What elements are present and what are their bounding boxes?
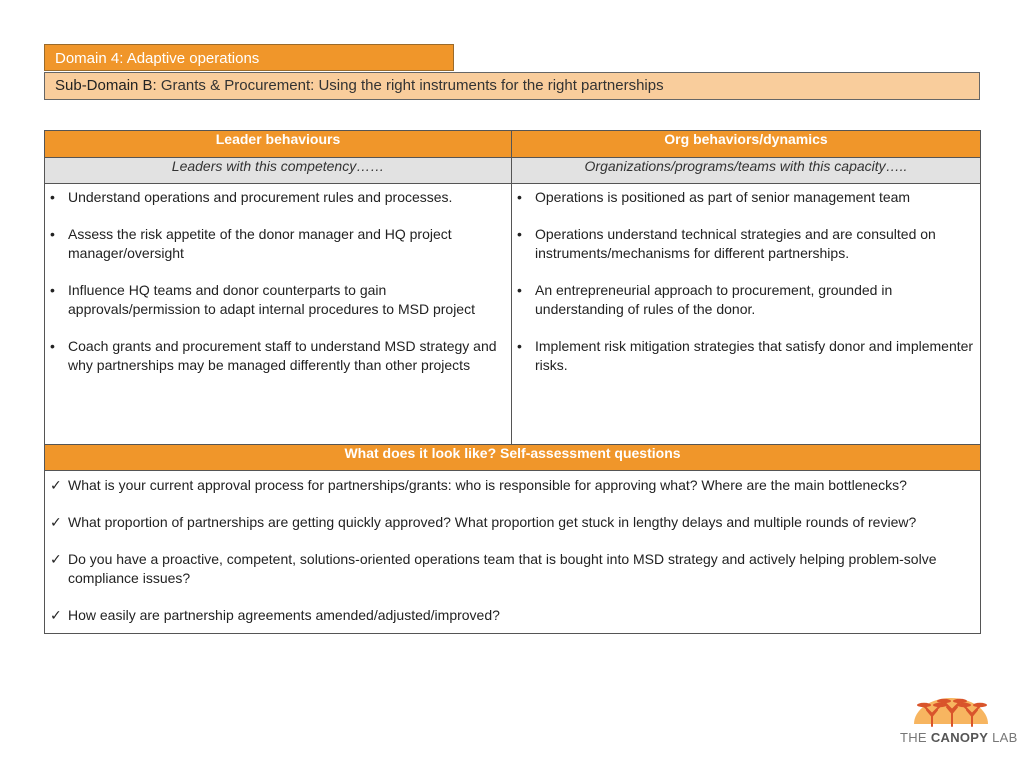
self-assessment-cell xyxy=(45,471,981,634)
question-text: How easily are partnership agreements amended/adjusted/improved? xyxy=(68,607,500,623)
bullet-icon: • xyxy=(517,282,522,298)
domain-title: Domain 4: Adaptive operations xyxy=(44,44,454,71)
leader-behaviours-cell xyxy=(45,184,512,445)
logo-the: THE xyxy=(900,730,931,745)
list-item-text: Coach grants and procurement staff to understand MSD strategy and why partnerships may be managed differently than other projects xyxy=(68,338,497,373)
subdomain-label: Sub-Domain B: xyxy=(55,77,157,94)
subdomain-name: Grants & Procurement: Using the right instruments for the right partnerships xyxy=(156,77,664,94)
list-item xyxy=(516,337,976,375)
competency-table xyxy=(44,130,981,634)
list-item xyxy=(49,337,507,375)
org-behaviors-header: Org behaviors/dynamics xyxy=(512,131,981,158)
question-item xyxy=(49,550,974,588)
list-item-text: Understand operations and procurement rules and processes. xyxy=(68,189,453,205)
question-item xyxy=(49,606,974,625)
checkmark-icon: ✓ xyxy=(50,514,62,530)
self-assessment-list xyxy=(45,471,980,625)
list-item xyxy=(49,188,507,207)
self-assessment-header: What does it look like? Self-assessment questions xyxy=(45,445,981,471)
logo-canopy: CANOPY xyxy=(930,730,989,745)
leader-behaviours-list xyxy=(45,184,511,375)
checkmark-icon: ✓ xyxy=(50,607,62,623)
bullet-icon: • xyxy=(517,338,522,354)
list-item xyxy=(49,225,507,263)
logo-wordmark xyxy=(900,730,1018,745)
org-subheader: Organizations/programs/teams with this capacity….. xyxy=(512,158,981,184)
list-item-text: Operations understand technical strategies and are consulted on instruments/mechanisms for different partnerships. xyxy=(535,226,936,261)
list-item-text: Operations is positioned as part of senior management team xyxy=(535,189,911,205)
list-item-text: Influence HQ teams and donor counterparts to gain approvals/permission to adapt internal procedures to MSD project xyxy=(68,282,475,317)
canopy-trees-icon xyxy=(910,694,992,730)
question-text: Do you have a proactive, competent, solutions-oriented operations team that is bought into MSD strategy and actively helping problem-solve compliance issues? xyxy=(68,551,937,586)
question-text: What is your current approval process for partnerships/grants: who is responsible for approving what? Where are the main bottlenecks? xyxy=(68,477,907,493)
checkmark-icon: ✓ xyxy=(50,551,62,567)
bullet-icon: • xyxy=(517,189,522,205)
logo-lab: LAB xyxy=(988,730,1018,745)
question-text: What proportion of partnerships are getting quickly approved? What proportion get stuck in lengthy delays and multiple rounds of review? xyxy=(68,514,917,530)
org-behaviors-cell xyxy=(512,184,981,445)
bullet-icon: • xyxy=(50,189,55,205)
list-item xyxy=(49,281,507,319)
question-item xyxy=(49,476,974,495)
bullet-icon: • xyxy=(50,226,55,242)
subdomain-title xyxy=(44,72,980,100)
list-item xyxy=(516,225,976,263)
checkmark-icon: ✓ xyxy=(50,477,62,493)
bullet-icon: • xyxy=(50,338,55,354)
list-item-text: Implement risk mitigation strategies that satisfy donor and implementer risks. xyxy=(535,338,974,373)
list-item xyxy=(516,281,976,319)
leader-subheader: Leaders with this competency…… xyxy=(45,158,512,184)
org-behaviors-list xyxy=(512,184,980,375)
leader-behaviours-header: Leader behaviours xyxy=(45,131,512,158)
list-item xyxy=(516,188,976,207)
list-item-text: Assess the risk appetite of the donor manager and HQ project manager/oversight xyxy=(68,226,452,261)
bullet-icon: • xyxy=(517,226,522,242)
bullet-icon: • xyxy=(50,282,55,298)
question-item xyxy=(49,513,974,532)
list-item-text: An entrepreneurial approach to procurement, grounded in understanding of rules of the donor. xyxy=(535,282,893,317)
canopy-lab-logo xyxy=(900,694,1018,750)
